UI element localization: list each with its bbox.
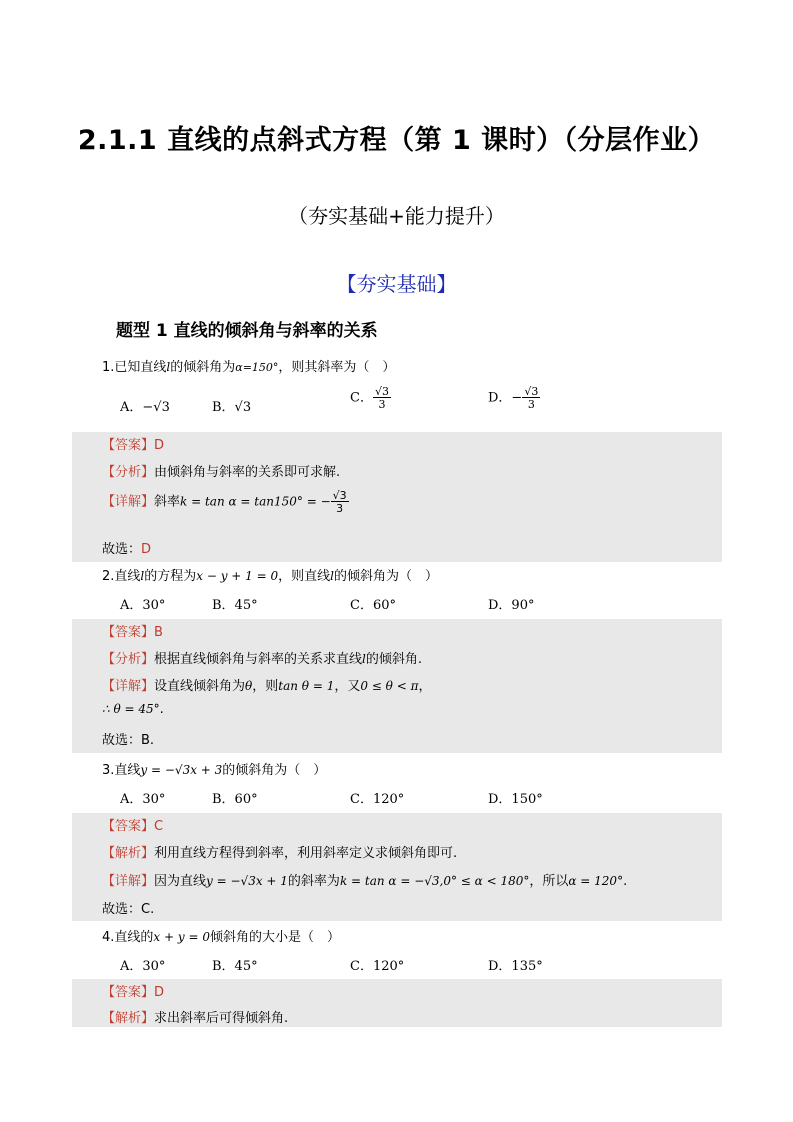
question-3-option-d: D．150° xyxy=(488,792,543,807)
question-2-option-b: B．45° xyxy=(212,598,258,613)
question-3-answer-panel xyxy=(72,813,722,921)
question-2-choice: 故选：B. xyxy=(102,733,155,748)
topic-heading: 题型 1 直线的倾斜角与斜率的关系 xyxy=(116,321,378,341)
question-3-detail: 【详解】因为直线y = −√3x + 1的斜率为k = tan α = −√3,0° ≤ α < 180°，所以α = 120°. xyxy=(102,874,628,889)
question-2-analysis: 【分析】根据直线倾斜角与斜率的关系求直线l的倾斜角. xyxy=(102,652,423,667)
question-1-analysis: 【分析】由倾斜角与斜率的关系即可求解. xyxy=(102,465,341,480)
question-4-option-a: A．30° xyxy=(120,959,166,974)
question-4-option-d: D．135° xyxy=(488,959,543,974)
question-4-stem: 4.直线的x + y = 0倾斜角的大小是（ ） xyxy=(102,930,340,945)
question-1-choice: 故选：D xyxy=(102,542,152,557)
question-4-answer: 【答案】D xyxy=(102,985,165,1000)
question-2-therefore: ∴ θ = 45°. xyxy=(102,702,164,717)
question-3-analysis: 【解析】利用直线方程得到斜率，利用斜率定义求倾斜角即可. xyxy=(102,846,458,861)
question-4-analysis: 【解析】求出斜率后可得倾斜角. xyxy=(102,1011,289,1026)
question-3-answer: 【答案】C xyxy=(102,819,164,834)
question-4-option-b: B．45° xyxy=(212,959,258,974)
question-1-stem: 1.已知直线l的倾斜角为α=150°，则其斜率为（ ） xyxy=(102,360,396,375)
section-heading: 【夯实基础】 xyxy=(336,272,457,296)
document-title: 2.1.1 直线的点斜式方程（第 1 课时）（分层作业） xyxy=(77,125,716,156)
question-3-option-b: B．60° xyxy=(212,792,258,807)
question-4-option-c: C．120° xyxy=(350,959,405,974)
question-2-answer: 【答案】B xyxy=(102,625,163,640)
question-3-stem: 3.直线y = −√3x + 3的倾斜角为（ ） xyxy=(102,763,327,778)
question-2-stem: 2.直线l的方程为x − y + 1 = 0，则直线l的倾斜角为（ ） xyxy=(102,569,439,584)
question-2-option-a: A．30° xyxy=(120,598,166,613)
question-1-option-c: C． $\frac{√3}{3}$ xyxy=(350,385,389,411)
question-1-option-a: A．−√3 xyxy=(120,400,170,415)
question-3-choice: 故选：C. xyxy=(102,902,155,917)
question-3-option-c: C．120° xyxy=(350,792,405,807)
question-2-option-d: D．90° xyxy=(488,598,535,613)
question-3-option-a: A．30° xyxy=(120,792,166,807)
question-1-option-d: D．− $\frac{√3}{3}$ xyxy=(488,385,539,411)
question-1-option-b: B．√3 xyxy=(212,400,252,415)
question-1-detail: 【详解】斜率k = tan α = tan150° = − $\frac{√3}{3}$ xyxy=(102,489,347,515)
document-subtitle: （夯实基础+能力提升） xyxy=(288,204,505,228)
question-2-detail: 【详解】设直线倾斜角为θ，则tan θ = 1，又0 ≤ θ < π， xyxy=(102,679,432,694)
question-2-option-c: C．60° xyxy=(350,598,396,613)
question-1-answer: 【答案】D xyxy=(102,438,165,453)
